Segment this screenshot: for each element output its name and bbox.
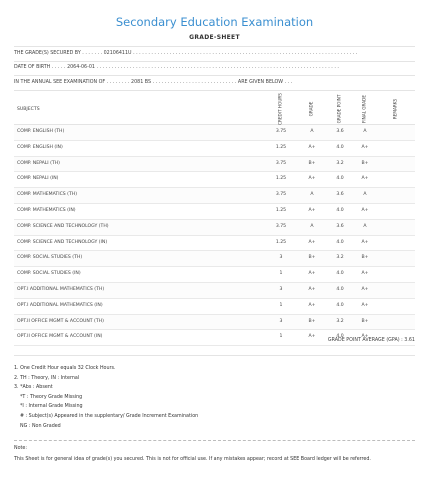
table-row [14, 220, 415, 236]
cell-final-grade: A+ [361, 271, 369, 277]
cell-subject: OPT.I ADDITIONAL MATHEMATICS (TH) [17, 286, 105, 292]
cell-grade-point: 4.0 [336, 207, 344, 213]
header-final-grade: FINAL GRADE [361, 94, 367, 124]
cell-final-grade: A+ [361, 302, 369, 308]
cell-grade-point: 4.0 [336, 334, 344, 340]
table-row [14, 283, 415, 299]
cell-final-grade: A+ [361, 334, 369, 340]
header-credit-hours: CREDIT HOURS [277, 93, 283, 125]
cell-grade: B+ [308, 160, 316, 166]
cell-credit-hours: 3 [279, 255, 283, 261]
table-row [14, 299, 415, 315]
table-row [14, 251, 415, 267]
cell-final-grade: A [363, 192, 367, 198]
table-row [14, 204, 415, 220]
cell-grade-point: 3.6 [336, 223, 344, 229]
cell-grade: A+ [308, 207, 316, 213]
cell-grade: A+ [308, 302, 316, 308]
cell-subject: OPT.I ADDITIONAL MATHEMATICS (IN) [17, 302, 103, 308]
cell-grade: A [310, 192, 314, 198]
cell-subject: COMP. SOCIAL STUDIES (IN) [17, 271, 81, 277]
note-heading: Note: [14, 446, 27, 451]
cell-subject: COMP. NEPALI (IN) [17, 176, 59, 182]
cell-grade-point: 4.0 [336, 144, 344, 150]
cell-final-grade: B+ [361, 318, 369, 324]
cell-final-grade: A+ [361, 239, 369, 245]
table-row [14, 172, 415, 188]
note-item: *I : Internal Grade Missing [20, 404, 83, 410]
cell-grade: A+ [308, 271, 316, 277]
gpa-summary: GRADE POINT AVERAGE (GPA) : 3.61 [327, 338, 415, 343]
note-item: 1. One Credit Hour equals 32 Clock Hours. [14, 366, 116, 371]
cell-grade: A [310, 129, 314, 134]
table-row [14, 315, 415, 331]
page-subtitle: GRADE-SHEET [189, 34, 240, 41]
cell-credit-hours: 3.75 [275, 160, 287, 166]
header-grade: GRADE [308, 101, 314, 117]
note-item: # : Subject(s) Appeared in the supplentary/ Grade Increment Examination [20, 413, 199, 419]
cell-grade-point: 4.0 [336, 302, 344, 308]
grade-secured-line: THE GRADE(S) SECURED BY . . . . . . . 02106411U . . . . . . . . . . . . . . . . . . . . . . . . . . . . . . . . . . . . . . . . . . . . . . . . . . . . . . . . . . . . . . . . . . . . . . . . . . [14, 46, 415, 62]
cell-final-grade: A+ [361, 286, 369, 292]
cell-subject: COMP. NEPALI (TH) [17, 160, 60, 166]
header-subjects: SUBJECTS [17, 107, 40, 112]
table-row [14, 157, 415, 173]
cell-grade: B+ [308, 318, 316, 324]
note-body: This Sheet is for general idea of grade(s) you secured. This is not for official use. If any mistakes appear; record at SEE Board ledger will be referred. [14, 457, 371, 462]
cell-final-grade: A [363, 223, 367, 229]
cell-grade: B+ [308, 255, 316, 261]
cell-credit-hours: 1 [279, 271, 283, 277]
dashed-divider [14, 440, 415, 441]
table-row [14, 188, 415, 204]
cell-grade-point: 4.0 [336, 239, 344, 245]
header-remarks: REMARKS [392, 98, 398, 120]
page-title: Secondary Education Examination [115, 15, 314, 29]
cell-subject: COMP. ENGLISH (TH) [17, 129, 65, 134]
table-row [14, 141, 415, 157]
cell-credit-hours: 3.75 [275, 223, 287, 229]
table-row [14, 125, 415, 141]
cell-credit-hours: 1.25 [275, 239, 287, 245]
cell-subject: COMP. MATHEMATICS (IN) [17, 207, 76, 213]
table-header [14, 94, 415, 125]
cell-subject: COMP. SOCIAL STUDIES (TH) [17, 255, 83, 261]
cell-grade-point: 4.0 [336, 286, 344, 292]
cell-credit-hours: 1.25 [275, 207, 287, 213]
note-item: NG : Non Graded [20, 423, 61, 429]
cell-grade-point: 4.0 [336, 271, 344, 277]
cell-grade-point: 3.2 [336, 160, 344, 166]
note-item: 3. *Abs : Absent [14, 385, 53, 391]
exam-line: IN THE ANNUAL SEE EXAMINATION OF . . . . . . . . 2081 BS . . . . . . . . . . . . . . . . . . . . . . . . . . . . ARE GIVEN BELOW . . . [14, 76, 415, 91]
cell-final-grade: A+ [361, 176, 369, 182]
cell-credit-hours: 3 [279, 286, 283, 292]
cell-subject: COMP. SCIENCE AND TECHNOLOGY (IN) [17, 239, 108, 245]
cell-grade: A+ [308, 239, 316, 245]
header-grade-point: GRADE POINT [336, 94, 342, 124]
cell-credit-hours: 1 [279, 334, 283, 340]
table-row [14, 236, 415, 252]
table-body [14, 125, 415, 346]
cell-grade: A+ [308, 286, 316, 292]
note-item: 2. TH : Theory, IN : Internal [14, 375, 80, 381]
cell-credit-hours: 1 [279, 302, 283, 308]
date-of-birth-line: DATE OF BIRTH . . . . . 2064-06-01 . . . . . . . . . . . . . . . . . . . . . . . . . . . . . . . . . . . . . . . . . . . . . . . . . . . . . . . . . . . . . . . . . . . . . . . . . . . . . . . . [14, 61, 415, 76]
cell-subject: COMP. SCIENCE AND TECHNOLOGY (TH) [17, 223, 109, 229]
cell-credit-hours: 3.75 [275, 129, 287, 134]
cell-grade: A [310, 223, 314, 229]
notes-list [14, 364, 198, 431]
cell-grade: A+ [308, 176, 316, 182]
cell-final-grade: B+ [361, 255, 369, 261]
cell-credit-hours: 3.75 [275, 192, 287, 198]
cell-grade: A+ [308, 334, 316, 340]
cell-grade-point: 3.6 [336, 129, 344, 134]
cell-final-grade: A+ [361, 144, 369, 150]
cell-final-grade: B+ [361, 160, 369, 166]
cell-grade-point: 3.2 [336, 255, 344, 261]
grade-table [14, 94, 415, 346]
cell-credit-hours: 3 [279, 318, 283, 324]
cell-subject: OPT.II OFFICE MGMT & ACCOUNT (IN) [17, 334, 103, 340]
cell-grade: A+ [308, 144, 316, 150]
table-row [14, 267, 415, 283]
note-item: *T : Theory Grade Missing [20, 394, 83, 400]
cell-grade-point: 3.6 [336, 192, 344, 198]
cell-subject: OPT.II OFFICE MGMT & ACCOUNT (TH) [17, 318, 104, 324]
cell-subject: COMP. MATHEMATICS (TH) [17, 192, 78, 198]
divider [14, 355, 415, 356]
cell-grade-point: 4.0 [336, 176, 344, 182]
cell-final-grade: A+ [361, 207, 369, 213]
cell-grade-point: 3.2 [336, 318, 344, 324]
cell-credit-hours: 1.25 [275, 176, 287, 182]
cell-final-grade: A [363, 129, 367, 134]
cell-credit-hours: 1.25 [275, 144, 287, 150]
cell-subject: COMP. ENGLISH (IN) [17, 144, 63, 150]
